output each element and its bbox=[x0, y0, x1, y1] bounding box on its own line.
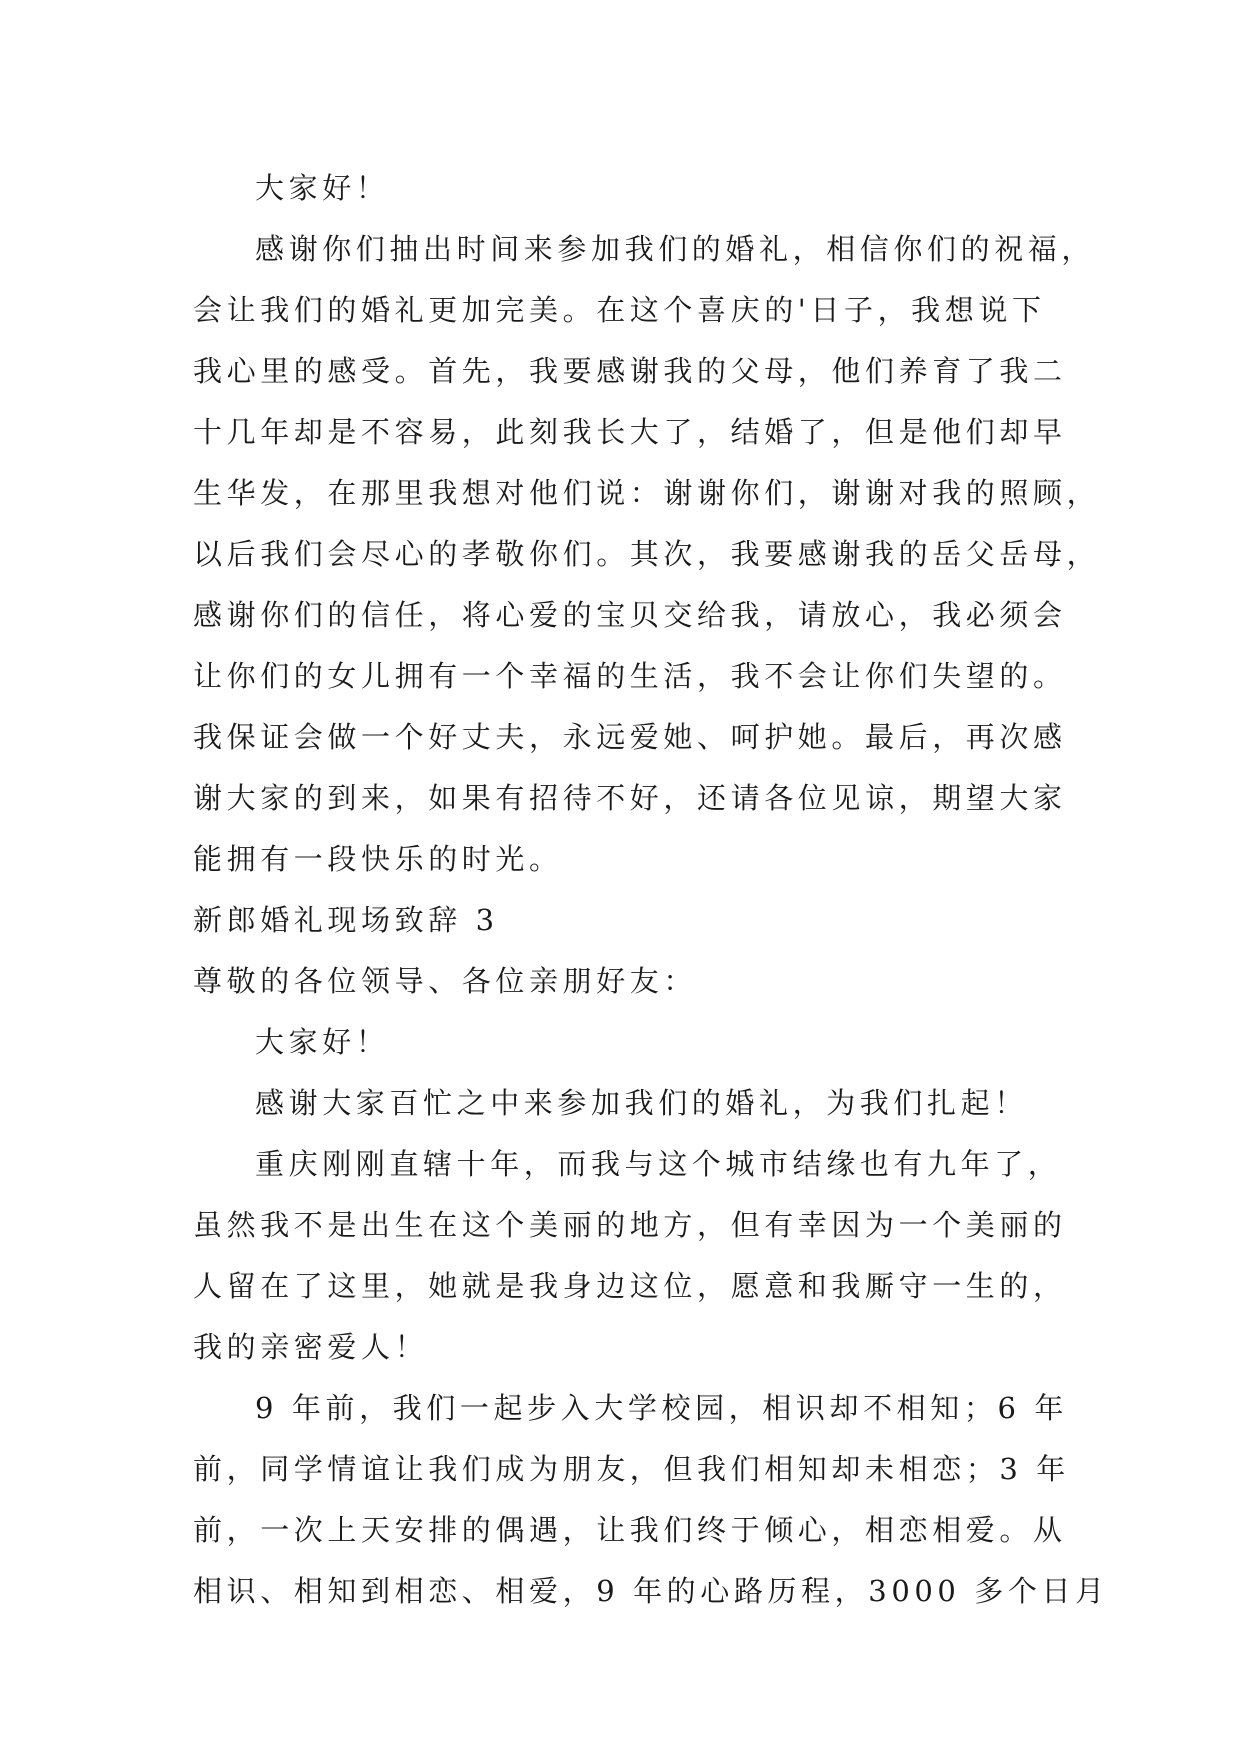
paragraph-line: 我心里的感受。首先，我要感谢我的父母，他们养育了我二 bbox=[193, 354, 1067, 388]
paragraph-line: 9 年前，我们一起步入大学校园，相识却不相知；6 年 bbox=[255, 1391, 1068, 1425]
paragraph-line: 会让我们的婚礼更加完美。在这个喜庆的'日子，我想说下 bbox=[193, 293, 1046, 327]
paragraph-line: 感谢大家百忙之中来参加我们的婚礼，为我们扎起！ bbox=[255, 1086, 1028, 1120]
section-heading: 新郎婚礼现场致辞 3 bbox=[193, 903, 499, 937]
paragraph-line: 我的亲密爱人！ bbox=[193, 1330, 429, 1364]
paragraph-line: 感谢你们抽出时间来参加我们的婚礼，相信你们的祝福， bbox=[255, 232, 1096, 266]
greeting-line: 大家好！ bbox=[255, 1025, 390, 1059]
paragraph-line: 让你们的女儿拥有一个幸福的生活，我不会让你们失望的。 bbox=[193, 659, 1067, 693]
paragraph-line: 前，同学情谊让我们成为朋友，但我们相知却未相恋；3 年 bbox=[193, 1452, 1070, 1486]
paragraph-line: 前，一次上天安排的偶遇，让我们终于倾心，相恋相爱。从 bbox=[193, 1513, 1067, 1547]
paragraph-line: 感谢你们的信任，将心爱的宝贝交给我，请放心，我必须会 bbox=[193, 598, 1067, 632]
paragraph-line: 重庆刚刚直辖十年，而我与这个城市结缘也有九年了， bbox=[255, 1147, 1062, 1181]
paragraph-line: 十几年却是不容易，此刻我长大了，结婚了，但是他们却早 bbox=[193, 415, 1067, 449]
paragraph-line: 以后我们会尽心的孝敬你们。其次，我要感谢我的岳父岳母， bbox=[193, 537, 1101, 571]
paragraph-line: 我保证会做一个好丈夫，永远爱她、呵护她。最后，再次感 bbox=[193, 720, 1067, 754]
paragraph-line: 生华发，在那里我想对他们说：谢谢你们，谢谢对我的照顾， bbox=[193, 476, 1101, 510]
paragraph-line: 虽然我不是出生在这个美丽的地方，但有幸因为一个美丽的 bbox=[193, 1208, 1067, 1242]
greeting-line: 大家好！ bbox=[255, 171, 390, 205]
salutation-line: 尊敬的各位领导、各位亲朋好友： bbox=[193, 964, 698, 998]
paragraph-line: 谢大家的到来，如果有招待不好，还请各位见谅，期望大家 bbox=[193, 781, 1067, 815]
paragraph-line: 人留在了这里，她就是我身边这位，愿意和我厮守一生的， bbox=[193, 1269, 1067, 1303]
paragraph-line: 能拥有一段快乐的时光。 bbox=[193, 842, 563, 876]
paragraph-line: 相识、相知到相恋、相爱，9 年的心路历程，3000 多个日月 bbox=[193, 1574, 1109, 1608]
